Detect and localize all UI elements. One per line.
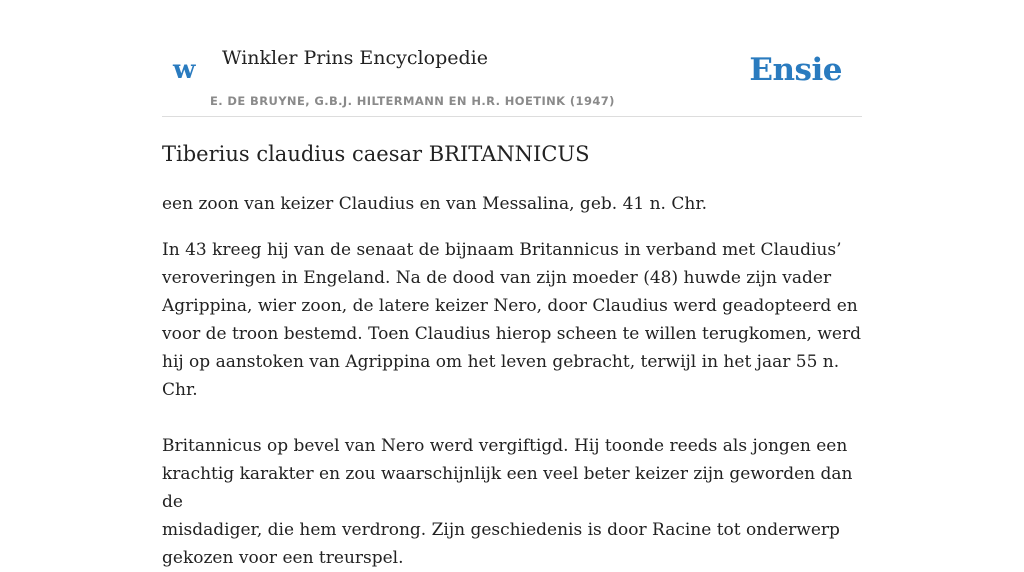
entry-lead: een zoon van keizer Claudius en van Messalina, geb. 41 n. Chr. <box>162 194 707 214</box>
entry-paragraph: In 43 kreeg hij van de senaat de bijnaam Britannicus in verband met Claudius’ veroveringen in Engeland. Na de dood van zijn moeder (48) huwde zijn vader Agrippina, wier zoon, de latere keizer Nero, door Claudius werd geadopteerd en voor de troon bestemd. Toen Claudius hierop scheen te willen terugkomen, werd hij op aanstoken van Agrippina om het leven gebracht, terwijl in het jaar 55 n. Chr. <box>162 240 861 400</box>
page-header <box>162 0 862 117</box>
entry-paragraph: Britannicus op bevel van Nero werd vergiftigd. Hij toonde reeds als jongen een krachtig karakter en zou waarschijnlijk een veel beter keizer zijn geworden dan de misdadiger, die hem verdrong. Zijn geschiedenis is door Racine tot onderwerp gekozen voor een treurspel. <box>162 436 853 568</box>
entry-title: Tiberius claudius caesar BRITANNICUS <box>162 142 590 166</box>
article-body <box>162 138 867 572</box>
ensie-brand-logo[interactable]: Ensie <box>749 52 842 88</box>
winkler-prins-logo[interactable]: w <box>173 55 196 85</box>
publication-authors: E. DE BRUYNE, G.B.J. HILTERMANN EN H.R. HOETINK (1947) <box>210 94 615 108</box>
publication-title[interactable]: Winkler Prins Encyclopedie <box>222 47 488 69</box>
